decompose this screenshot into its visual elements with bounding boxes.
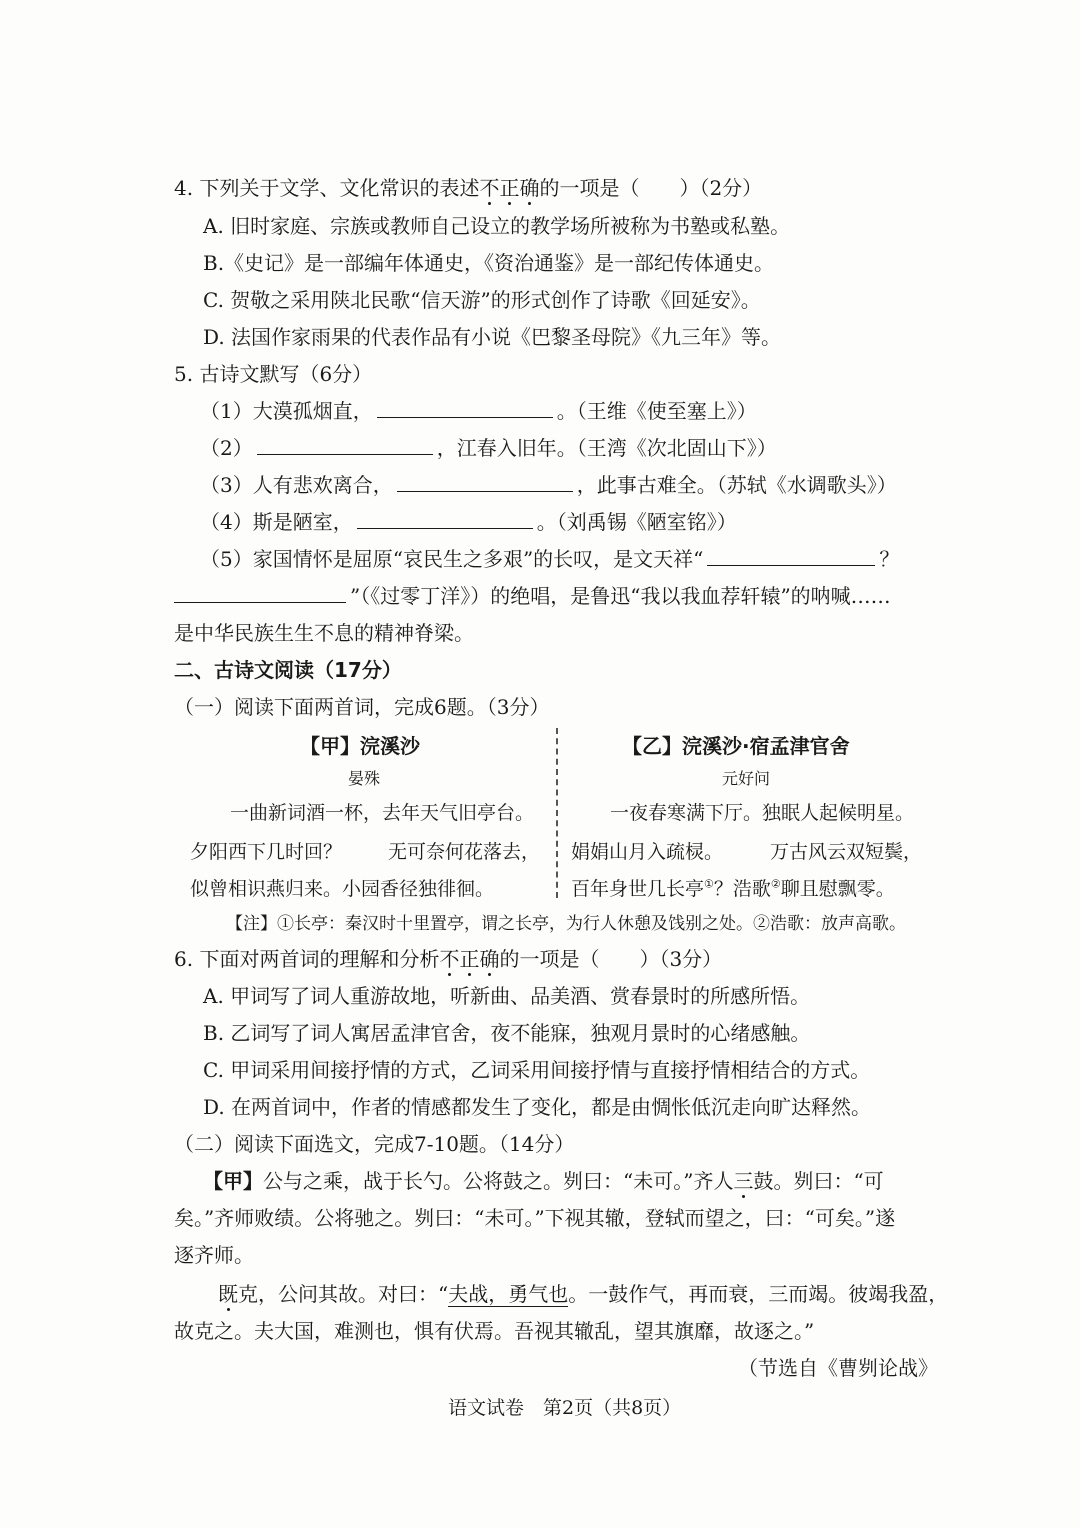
passage-a-line-2: 矣。”齐师败绩。公将驰之。刿曰：“未可。”下视其辙，登轼而望之，曰：“可矣。”遂 bbox=[174, 1206, 896, 1230]
q5-item-3-text: （3）人有悲欢离合， bbox=[200, 473, 393, 497]
answer-blank[interactable] bbox=[357, 508, 533, 529]
passage-a-dotted-char-2: 既 bbox=[218, 1282, 238, 1306]
q5-item-5-cont-text: ”（《过零丁洋》）的绝唱，是鲁迅“我以我血荐轩辕”的呐喊…… bbox=[350, 584, 891, 608]
passage-a-line-3: 逐齐师。 bbox=[174, 1243, 254, 1267]
q5-item-2-text: （2） bbox=[200, 436, 253, 460]
section-2-part-1: （一）阅读下面两首词，完成6题。（3分） bbox=[174, 695, 550, 719]
q5-item-5-qmark: ？ bbox=[879, 547, 900, 571]
poem-note: 【注】①长亭：秦汉时十里置亭，谓之长亭，为行人休憩及饯别之处。②浩歌：放声高歌。 bbox=[226, 914, 906, 934]
q4-option-a: A. 旧时家庭、宗族或教师自己设立的教学场所被称为书塾或私塾。 bbox=[203, 214, 791, 238]
q6-stem-end: 的一项是（ ）（3分） bbox=[499, 947, 723, 971]
q6-option-a: A. 甲词写了词人重游故地，听新曲、品美酒、赏春景时的所感所悟。 bbox=[203, 984, 811, 1008]
passage-a-label: 【甲】 bbox=[203, 1169, 263, 1193]
q5-item-4-source: 。（刘禹锡《陋室铭》） bbox=[536, 510, 737, 534]
q5-item-5-end: 是中华民族生生不息的精神脊梁。 bbox=[174, 621, 474, 645]
q5-item-1-text: （1）大漠孤烟直， bbox=[200, 399, 373, 423]
q4-option-b: B.《史记》是一部编年体通史，《资治通鉴》是一部纪传体通史。 bbox=[203, 251, 775, 275]
q5-item-5 bbox=[200, 545, 1080, 573]
poem-b-line-3b: ？浩歌 bbox=[713, 878, 771, 900]
passage-a-text-1b: 鼓。刿曰：“可 bbox=[753, 1169, 884, 1193]
answer-blank[interactable] bbox=[707, 545, 875, 566]
q5-item-2-source: ，江春入旧年。（王湾《次北固山下》） bbox=[436, 436, 777, 460]
q4-stem-text: 4. 下列关于文学、文化常识的表述 bbox=[174, 176, 480, 200]
q6-option-b: B. 乙词写了词人寓居孟津官舍，夜不能寐，独观月景时的心绪感触。 bbox=[203, 1021, 811, 1045]
section-2-title: 二、古诗文阅读（17分） bbox=[174, 658, 402, 682]
poem-b-line-3 bbox=[571, 874, 895, 901]
poem-b-line-2b: 万古风云双短鬓， bbox=[770, 841, 923, 863]
q6-stem-text: 6. 下面对两首词的理解和分析 bbox=[174, 947, 440, 971]
q5-item-4 bbox=[200, 508, 1080, 536]
q4-emphasis: 不正确 bbox=[479, 176, 540, 200]
poem-a-author: 晏殊 bbox=[348, 769, 381, 788]
underlined-sentence: 夫战，勇气也 bbox=[448, 1282, 569, 1306]
passage-a-text-4a: 克，公问其故。对曰：“ bbox=[238, 1282, 449, 1306]
passage-a-dotted-char: 三 bbox=[733, 1169, 754, 1193]
footnote-marker-1: ① bbox=[704, 877, 714, 891]
poem-a-title: 【甲】浣溪沙 bbox=[300, 734, 420, 758]
poem-b-line-3a: 百年身世几长亭 bbox=[571, 878, 705, 900]
q6-option-d: D. 在两首词中，作者的情感都发生了变化，都是由惆怅低沉走向旷达释然。 bbox=[203, 1095, 872, 1119]
q6-option-c: C. 甲词采用间接抒情的方式，乙词采用间接抒情与直接抒情相结合的方式。 bbox=[203, 1058, 871, 1082]
part-2-title: （二）阅读下面选文，完成7-10题。（14分） bbox=[174, 1132, 575, 1156]
footnote-marker-2: ② bbox=[770, 877, 781, 891]
q6-emphasis: 不正确 bbox=[439, 947, 500, 971]
q5-title: 5. 古诗文默写（6分） bbox=[174, 362, 373, 386]
passage-a-line-4 bbox=[218, 1280, 1080, 1308]
q5-item-4-text: （4）斯是陋室， bbox=[200, 510, 353, 534]
poem-a-line-3: 似曾相识燕归来。小园香径独徘徊。 bbox=[190, 878, 495, 900]
passage-a-text-1a: 公与之乘，战于长勺。公将鼓之。刿曰：“未可。”齐人 bbox=[263, 1169, 734, 1193]
q4-stem bbox=[174, 174, 1080, 202]
passage-a-line-1 bbox=[203, 1167, 1080, 1195]
q5-item-3-source: ，此事古难全。（苏轼《水调歌头》） bbox=[576, 473, 897, 497]
poem-b-line-2a: 娟娟山月入疏棂。 bbox=[571, 841, 724, 863]
passage-a-line-5: 故克之。夫大国，难测也，惧有伏焉。吾视其辙乱，望其旗靡，故逐之。” bbox=[174, 1319, 815, 1343]
passage-a-text-4b: 。一鼓作气，再而衰，三而竭。彼竭我盈， bbox=[568, 1282, 949, 1306]
q5-item-5-cont bbox=[174, 582, 1080, 610]
q5-item-3 bbox=[200, 471, 1080, 499]
poem-b-line-3c: 聊且慰飘零。 bbox=[780, 878, 895, 900]
page-footer: 语文试卷 第2页（共8页） bbox=[448, 1397, 682, 1419]
q5-item-5-text: （5）家国情怀是屈原“哀民生之多艰”的长叹，是文天祥“ bbox=[200, 547, 704, 571]
poem-a-line-2a: 夕阳西下几时回？ bbox=[190, 841, 343, 863]
poem-divider bbox=[556, 728, 558, 898]
answer-blank[interactable] bbox=[174, 582, 346, 603]
answer-blank[interactable] bbox=[377, 397, 553, 418]
poem-a-line-1: 一曲新词酒一杯，去年天气旧亭台。 bbox=[230, 802, 535, 824]
answer-blank[interactable] bbox=[257, 434, 433, 455]
q5-item-2 bbox=[200, 434, 1080, 462]
q4-option-d: D. 法国作家雨果的代表作品有小说《巴黎圣母院》《九三年》等。 bbox=[203, 325, 782, 349]
poem-b-title: 【乙】浣溪沙·宿孟津官舍 bbox=[622, 734, 850, 758]
poem-b-line-1: 一夜春寒满下厅。独眠人起候明星。 bbox=[610, 802, 915, 824]
q4-option-c: C. 贺敬之采用陕北民歌“信天游”的形式创作了诗歌《回延安》。 bbox=[203, 288, 761, 312]
passage-source: （节选自《曹刿论战》 bbox=[738, 1356, 938, 1380]
q5-item-1 bbox=[200, 397, 1080, 425]
answer-blank[interactable] bbox=[397, 471, 573, 492]
q5-item-1-source: 。（王维《使至塞上》） bbox=[556, 399, 757, 423]
q6-stem bbox=[174, 945, 1080, 973]
poem-b-author: 元好问 bbox=[722, 769, 771, 788]
q4-stem-end: 的一项是（ ）（2分） bbox=[539, 176, 763, 200]
poem-a-line-2b: 无可奈何花落去， bbox=[388, 841, 541, 863]
